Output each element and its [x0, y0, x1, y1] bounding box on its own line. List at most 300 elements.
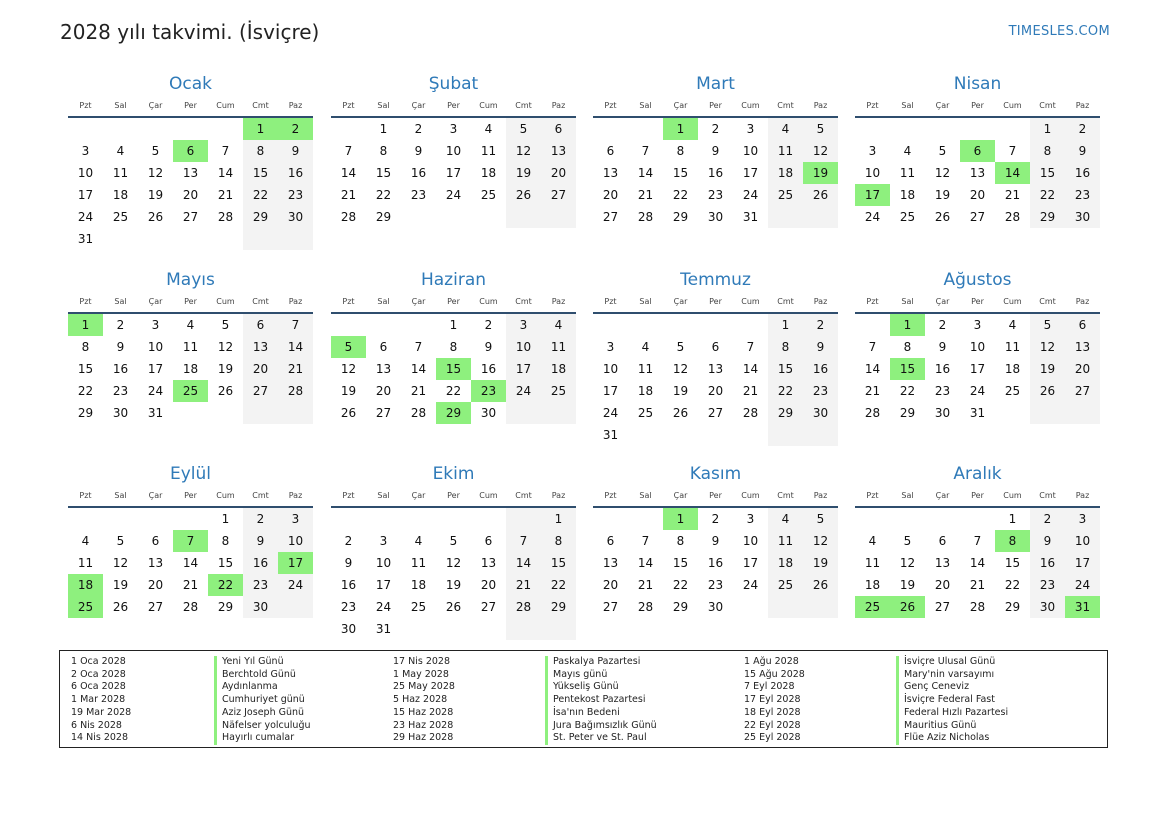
empty-cell [331, 118, 366, 140]
day-cell: 25 [480, 188, 497, 202]
weekday-label: Sal [114, 101, 127, 110]
day-cell: 8 [221, 534, 230, 548]
weekday-header [593, 96, 838, 118]
holiday-day-cell: 6 [960, 140, 995, 162]
day-cell: 17 [742, 556, 759, 570]
day-cell: 3 [1065, 508, 1100, 530]
empty-cell [995, 402, 1030, 424]
day-cell: 16 [934, 362, 951, 376]
empty-cell [506, 402, 541, 424]
day-cell: 12 [112, 556, 129, 570]
weekday-label: Pzt [866, 491, 879, 500]
legend-date: 17 Eyl 2028 [744, 694, 801, 706]
day-cell: 1 [1008, 512, 1017, 526]
weekday-label: Pzt [342, 101, 355, 110]
day-cell: 7 [344, 144, 353, 158]
day-cell: 8 [243, 140, 278, 162]
day-cell: 18 [182, 362, 199, 376]
day-cell: 22 [375, 188, 392, 202]
day-cell: 3 [746, 512, 755, 526]
legend-date: 17 Nis 2028 [393, 656, 450, 667]
day-cell: 24 [969, 384, 986, 398]
empty-cell [173, 508, 208, 530]
day-cell: 21 [278, 358, 313, 380]
day-cell: 25 [410, 600, 427, 614]
day-cell: 19 [803, 552, 838, 574]
day-cell: 28 [340, 210, 357, 224]
weekday-header [855, 292, 1100, 314]
day-cell: 4 [484, 122, 493, 136]
legend-holiday-name: Yükseliş Günü [553, 681, 619, 693]
day-cell: 3 [81, 144, 90, 158]
empty-cell [331, 508, 366, 530]
day-cell: 8 [449, 340, 458, 354]
day-cell: 3 [868, 144, 877, 158]
legend-name-column [896, 656, 1008, 745]
weekday-label: Sal [901, 101, 914, 110]
day-cell: 15 [541, 552, 576, 574]
legend-date: 23 Haz 2028 [393, 719, 454, 731]
day-cell: 24 [1065, 574, 1100, 596]
weekday-label: Pzt [604, 101, 617, 110]
day-cell: 22 [1004, 578, 1021, 592]
weekday-label: Sal [377, 297, 390, 306]
empty-cell [366, 508, 401, 530]
month-11 [593, 462, 838, 618]
weekday-label: Paz [288, 491, 303, 500]
day-cell: 27 [602, 600, 619, 614]
empty-cell [103, 228, 138, 250]
day-cell: 31 [742, 210, 759, 224]
day-cell: 27 [243, 380, 278, 402]
day-cell: 20 [243, 358, 278, 380]
empty-cell [733, 314, 768, 336]
legend-holiday-name: İsa'nın Bedeni [553, 706, 620, 718]
legend-name-column [545, 656, 657, 745]
day-cell: 6 [541, 118, 576, 140]
day-cell: 23 [707, 188, 724, 202]
empty-cell [890, 508, 925, 530]
day-cell: 13 [969, 166, 986, 180]
legend-holiday-name: Yeni Yıl Günü [222, 656, 284, 667]
day-cell: 24 [506, 380, 541, 402]
day-cell: 2 [803, 314, 838, 336]
day-cell: 30 [803, 402, 838, 424]
day-cell: 28 [969, 600, 986, 614]
legend-date: 25 Eyl 2028 [744, 732, 801, 744]
day-cell: 4 [414, 534, 423, 548]
empty-cell [960, 508, 995, 530]
legend-date: 6 Oca 2028 [71, 681, 126, 693]
month-5 [68, 268, 313, 424]
empty-cell [173, 402, 208, 424]
day-cell: 19 [672, 384, 689, 398]
weekday-label: Paz [1075, 491, 1090, 500]
legend-date: 15 Haz 2028 [393, 706, 454, 718]
day-cell: 26 [445, 600, 462, 614]
day-cell: 7 [868, 340, 877, 354]
day-cell: 30 [340, 622, 357, 636]
day-cell: 11 [182, 340, 199, 354]
day-cell: 15 [672, 166, 689, 180]
legend-date: 1 Mar 2028 [71, 694, 126, 706]
weekday-label: Paz [813, 491, 828, 500]
weekday-label: Cmt [1039, 101, 1056, 110]
legend-holiday-name: Mayıs günü [553, 668, 608, 680]
weekday-label: Cum [216, 101, 235, 110]
holiday-day-cell: 1 [68, 314, 103, 336]
weekday-label: Pzt [342, 491, 355, 500]
day-cell: 4 [768, 118, 803, 140]
day-cell: 5 [938, 144, 947, 158]
day-cell: 21 [506, 574, 541, 596]
brand-link[interactable]: TIMESLES.COM [1008, 24, 1110, 39]
day-cell: 10 [864, 166, 881, 180]
day-cell: 26 [340, 406, 357, 420]
day-cell: 21 [864, 384, 881, 398]
day-cell: 6 [484, 534, 493, 548]
holiday-day-cell: 26 [890, 596, 925, 618]
empty-cell [138, 508, 173, 530]
day-cell: 9 [1065, 140, 1100, 162]
day-cell: 24 [742, 188, 759, 202]
day-cell: 24 [375, 600, 392, 614]
day-cell: 7 [641, 144, 650, 158]
day-cell: 19 [934, 188, 951, 202]
day-cell: 9 [278, 140, 313, 162]
day-cell: 26 [672, 406, 689, 420]
empty-cell [768, 596, 803, 618]
day-cell: 11 [1004, 340, 1021, 354]
day-cell: 19 [217, 362, 234, 376]
day-cell: 20 [480, 578, 497, 592]
day-cell: 3 [278, 508, 313, 530]
day-cell: 28 [742, 406, 759, 420]
day-cell: 2 [938, 318, 947, 332]
day-cell: 30 [1030, 596, 1065, 618]
holiday-day-cell: 25 [173, 380, 208, 402]
day-cell: 6 [151, 534, 160, 548]
empty-cell [401, 314, 436, 336]
day-cell: 17 [742, 166, 759, 180]
day-cell: 10 [1065, 530, 1100, 552]
day-cell: 28 [182, 600, 199, 614]
day-cell: 10 [742, 534, 759, 548]
day-cell: 4 [768, 508, 803, 530]
weekday-header [593, 486, 838, 508]
day-cell: 11 [768, 140, 803, 162]
day-cell: 8 [768, 336, 803, 358]
day-cell: 23 [803, 380, 838, 402]
legend-holiday-name: Mary'nin varsayımı [904, 668, 995, 680]
weekday-label: Per [971, 491, 984, 500]
day-cell: 20 [147, 578, 164, 592]
empty-cell [331, 314, 366, 336]
day-cell: 15 [243, 162, 278, 184]
weekday-label: Paz [1075, 101, 1090, 110]
day-cell: 22 [899, 384, 916, 398]
day-cell: 3 [151, 318, 160, 332]
day-cell: 14 [506, 552, 541, 574]
weekday-label: Per [709, 101, 722, 110]
day-cell: 13 [541, 140, 576, 162]
weekday-label: Cum [479, 101, 498, 110]
weekday-header [855, 96, 1100, 118]
legend-date: 2 Oca 2028 [71, 668, 126, 680]
day-cell: 15 [375, 166, 392, 180]
legend-date: 6 Nis 2028 [71, 719, 122, 731]
day-cell: 4 [1008, 318, 1017, 332]
day-cell: 9 [116, 340, 125, 354]
weekday-label: Cmt [777, 491, 794, 500]
day-cell: 5 [506, 118, 541, 140]
day-grid [331, 314, 576, 424]
month-1 [68, 72, 313, 250]
day-cell: 21 [742, 384, 759, 398]
empty-cell [628, 424, 663, 446]
day-cell: 24 [742, 578, 759, 592]
legend-holiday-name: Federal Hızlı Pazartesi [904, 706, 1009, 718]
day-cell: 4 [868, 534, 877, 548]
empty-cell [208, 118, 243, 140]
empty-cell [278, 596, 313, 618]
day-cell: 5 [803, 118, 838, 140]
day-cell: 26 [217, 384, 234, 398]
day-cell: 22 [541, 574, 576, 596]
day-cell: 3 [379, 534, 388, 548]
day-cell: 22 [672, 578, 689, 592]
day-cell: 8 [903, 340, 912, 354]
month-name: Ocak [169, 74, 212, 94]
month-name: Mart [696, 74, 735, 94]
day-cell: 9 [344, 556, 353, 570]
holiday-day-cell: 8 [995, 530, 1030, 552]
day-cell: 18 [899, 188, 916, 202]
day-cell: 12 [803, 140, 838, 162]
day-cell: 3 [506, 314, 541, 336]
legend-holiday-name: Aziz Joseph Günü [222, 706, 305, 718]
day-cell: 5 [151, 144, 160, 158]
day-cell: 1 [1030, 118, 1065, 140]
day-cell: 30 [934, 406, 951, 420]
legend-holiday-name: İsviçre Ulusal Günü [904, 656, 996, 667]
day-grid [855, 118, 1100, 228]
weekday-label: Cum [479, 297, 498, 306]
empty-cell [855, 508, 890, 530]
weekday-label: Per [184, 101, 197, 110]
day-cell: 6 [606, 144, 615, 158]
day-cell: 5 [803, 508, 838, 530]
day-cell: 22 [672, 188, 689, 202]
day-cell: 28 [410, 406, 427, 420]
day-cell: 31 [77, 232, 94, 246]
day-cell: 10 [77, 166, 94, 180]
day-cell: 27 [182, 210, 199, 224]
weekday-label: Çar [673, 297, 688, 306]
empty-cell [628, 508, 663, 530]
legend-holiday-name: Berchtold Günü [222, 668, 296, 680]
day-cell: 17 [602, 384, 619, 398]
weekday-label: Sal [639, 101, 652, 110]
empty-cell [471, 618, 506, 640]
empty-cell [471, 206, 506, 228]
empty-cell [68, 508, 103, 530]
month-name: Nisan [953, 74, 1002, 94]
weekday-label: Per [447, 101, 460, 110]
day-cell: 26 [147, 210, 164, 224]
day-cell: 25 [768, 574, 803, 596]
weekday-label: Per [971, 101, 984, 110]
day-cell: 4 [81, 534, 90, 548]
day-cell: 19 [506, 162, 541, 184]
day-cell: 26 [803, 574, 838, 596]
day-cell: 15 [77, 362, 94, 376]
weekday-label: Cum [216, 491, 235, 500]
day-cell: 9 [243, 530, 278, 552]
day-cell: 27 [541, 184, 576, 206]
day-cell: 21 [1004, 188, 1021, 202]
empty-cell [208, 228, 243, 250]
day-cell: 31 [969, 406, 986, 420]
weekday-label: Sal [639, 297, 652, 306]
day-cell: 30 [1065, 206, 1100, 228]
day-cell: 29 [899, 406, 916, 420]
day-cell: 28 [506, 596, 541, 618]
weekday-header [68, 96, 313, 118]
day-cell: 8 [1030, 140, 1065, 162]
day-cell: 20 [969, 188, 986, 202]
weekday-label: Paz [288, 297, 303, 306]
weekday-label: Cmt [252, 101, 269, 110]
day-cell: 5 [1030, 314, 1065, 336]
empty-cell [506, 618, 541, 640]
day-cell: 14 [637, 166, 654, 180]
month-3 [593, 72, 838, 228]
day-cell: 2 [116, 318, 125, 332]
day-cell: 13 [602, 556, 619, 570]
weekday-label: Cum [479, 491, 498, 500]
day-cell: 27 [1065, 380, 1100, 402]
empty-cell [401, 206, 436, 228]
empty-cell [401, 508, 436, 530]
day-cell: 1 [768, 314, 803, 336]
holiday-day-cell: 25 [855, 596, 890, 618]
day-cell: 27 [375, 406, 392, 420]
legend-date: 18 Eyl 2028 [744, 706, 801, 718]
day-cell: 16 [112, 362, 129, 376]
weekday-label: Paz [1075, 297, 1090, 306]
weekday-label: Paz [551, 297, 566, 306]
day-cell: 30 [112, 406, 129, 420]
weekday-label: Per [709, 297, 722, 306]
empty-cell [768, 206, 803, 228]
legend-date-column [744, 656, 805, 745]
day-cell: 13 [147, 556, 164, 570]
legend-holiday-name: Pentekost Pazartesi [553, 694, 646, 706]
month-10 [331, 462, 576, 640]
holiday-day-cell: 2 [278, 118, 313, 140]
day-cell: 28 [637, 600, 654, 614]
day-cell: 4 [903, 144, 912, 158]
empty-cell [925, 508, 960, 530]
month-name: Aralık [953, 464, 1002, 484]
day-cell: 16 [1030, 552, 1065, 574]
empty-cell [506, 206, 541, 228]
day-cell: 4 [116, 144, 125, 158]
day-cell: 23 [243, 574, 278, 596]
day-cell: 10 [602, 362, 619, 376]
holiday-day-cell: 22 [208, 574, 243, 596]
empty-cell [698, 424, 733, 446]
day-cell: 9 [414, 144, 423, 158]
day-cell: 11 [112, 166, 129, 180]
day-cell: 29 [1030, 206, 1065, 228]
day-cell: 7 [641, 534, 650, 548]
weekday-header [331, 96, 576, 118]
month-6 [331, 268, 576, 424]
day-cell: 11 [637, 362, 654, 376]
day-cell: 12 [506, 140, 541, 162]
day-grid [593, 118, 838, 228]
weekday-label: Cmt [252, 491, 269, 500]
day-cell: 10 [506, 336, 541, 358]
day-cell: 5 [449, 534, 458, 548]
empty-cell [663, 314, 698, 336]
day-cell: 3 [606, 340, 615, 354]
weekday-label: Pzt [342, 297, 355, 306]
day-cell: 28 [637, 210, 654, 224]
holiday-day-cell: 5 [331, 336, 366, 358]
day-cell: 6 [606, 534, 615, 548]
month-name: Ağustos [943, 270, 1012, 290]
day-cell: 17 [969, 362, 986, 376]
day-cell: 26 [803, 184, 838, 206]
day-cell: 10 [969, 340, 986, 354]
day-cell: 12 [445, 556, 462, 570]
day-cell: 10 [147, 340, 164, 354]
day-cell: 13 [602, 166, 619, 180]
day-cell: 16 [707, 166, 724, 180]
legend-date: 15 Ağu 2028 [744, 668, 805, 680]
day-cell: 9 [484, 340, 493, 354]
empty-cell [541, 402, 576, 424]
legend-holiday-name: Näfelser yolculuğu [222, 719, 311, 731]
day-cell: 10 [278, 530, 313, 552]
empty-cell [803, 596, 838, 618]
weekday-label: Cmt [1039, 297, 1056, 306]
empty-cell [803, 424, 838, 446]
day-cell: 20 [1065, 358, 1100, 380]
day-cell: 4 [186, 318, 195, 332]
day-cell: 17 [375, 578, 392, 592]
weekday-label: Cmt [777, 101, 794, 110]
day-cell: 18 [637, 384, 654, 398]
day-cell: 13 [480, 556, 497, 570]
day-cell: 20 [375, 384, 392, 398]
legend-date: 7 Eyl 2028 [744, 681, 795, 693]
day-cell: 15 [1004, 556, 1021, 570]
day-cell: 18 [768, 162, 803, 184]
day-cell: 3 [746, 122, 755, 136]
day-cell: 14 [340, 166, 357, 180]
day-cell: 13 [243, 336, 278, 358]
day-cell: 7 [414, 340, 423, 354]
legend-holiday-name: Hayırlı cumalar [222, 732, 295, 744]
day-cell: 27 [707, 406, 724, 420]
legend-date: 14 Nis 2028 [71, 732, 128, 744]
day-cell: 19 [445, 578, 462, 592]
empty-cell [855, 314, 890, 336]
